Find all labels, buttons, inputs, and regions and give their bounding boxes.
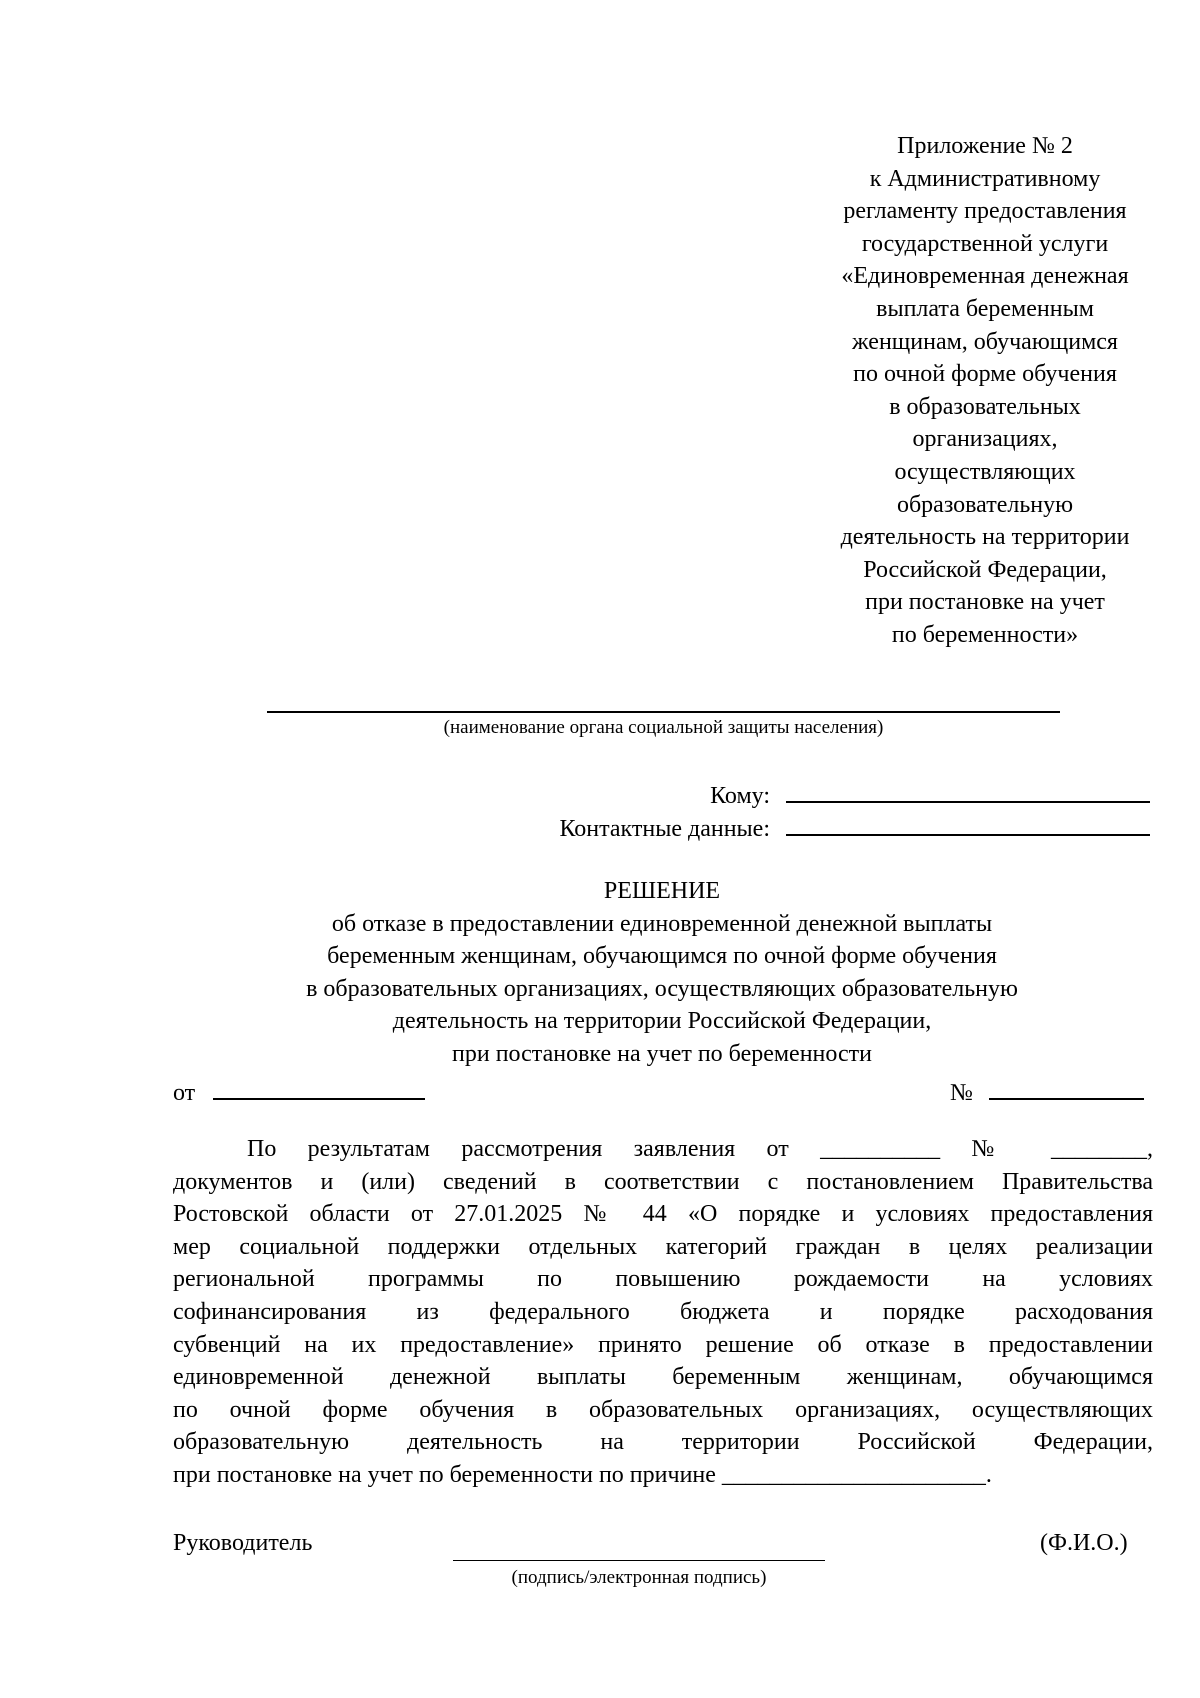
decision-number-label: №: [950, 1080, 973, 1106]
contacts-row: [510, 810, 1150, 844]
body-line: образовательную деятельность на территории Российской Федерации,: [173, 1429, 1153, 1456]
signature-caption: (подпись/электронная подпись): [511, 1567, 767, 1588]
decision-date-row: [173, 1074, 425, 1108]
appendix-line: выплата беременным: [876, 295, 1094, 322]
decision-subtitle-line: беременным женщинам, обучающимся по очной форме обучения: [327, 943, 997, 969]
appendix-line: государственной услуги: [861, 230, 1109, 257]
decision-number-row: [950, 1074, 1144, 1108]
decision-number-field[interactable]: [989, 1074, 1144, 1100]
appendix-line: осуществляющих: [894, 458, 1076, 485]
recipient-to-field[interactable]: [786, 777, 1150, 803]
signature-field-line[interactable]: [453, 1560, 825, 1561]
contacts-field[interactable]: [786, 810, 1150, 836]
body-line: документов и (или) сведений в соответствии с постановлением Правительства: [173, 1168, 1153, 1195]
body-line: Ростовской области от 27.01.2025 № 44 «О порядке и условиях предоставления: [173, 1201, 1153, 1228]
appendix-header: [790, 130, 1180, 652]
decision-subtitle-line: об отказе в предоставлении единовременной денежной выплаты: [331, 910, 993, 937]
recipient-to-row: [560, 777, 1150, 811]
body-line: субвенций на их предоставление» принято решение об отказе в предоставлении: [173, 1331, 1153, 1358]
appendix-line: образовательную: [896, 491, 1074, 518]
appendix-line: «Единовременная денежная: [841, 263, 1129, 290]
body-line: По результатам рассмотрения заявления от __________ № ________,: [247, 1136, 1153, 1162]
body-line: при постановке на учет по беременности по причине ______________________.: [173, 1461, 992, 1488]
appendix-line: женщинам, обучающимся: [852, 328, 1118, 355]
appendix-line: по беременности»: [891, 621, 1079, 648]
decision-date-field[interactable]: [213, 1074, 425, 1100]
contacts-label: Контактные данные:: [559, 816, 770, 842]
appendix-line: регламенту предоставления: [843, 198, 1127, 225]
org-name-field-line[interactable]: [267, 711, 1060, 713]
appendix-line: по очной форме обучения: [853, 361, 1117, 388]
appendix-line: организациях,: [912, 426, 1058, 453]
body-line: софинансирования из федерального бюджета и порядке расходования: [173, 1298, 1153, 1325]
org-name-caption: (наименование органа социальной защиты населения): [443, 717, 884, 738]
decision-title-block: [170, 875, 1154, 1070]
decision-subtitle-line: деятельность на территории Российской Федерации,: [392, 1008, 932, 1034]
body-line: единовременной денежной выплаты беременным женщинам, обучающимся: [173, 1364, 1153, 1391]
decision-title: РЕШЕНИЕ: [603, 878, 721, 904]
signature-role-label: Руководитель: [173, 1530, 313, 1556]
recipient-to-label: Кому:: [710, 783, 770, 809]
decision-date-label: от: [173, 1080, 196, 1106]
appendix-line: при постановке на учет: [865, 589, 1105, 616]
appendix-line: Российской Федерации,: [863, 556, 1107, 583]
decision-body: [173, 1133, 1153, 1492]
decision-subtitle-line: при постановке на учет по беременности: [452, 1040, 872, 1067]
signature-name-placeholder: (Ф.И.О.): [1040, 1530, 1128, 1556]
appendix-line: к Административному: [869, 165, 1101, 192]
appendix-line: деятельность на территории: [840, 524, 1130, 551]
body-line: мер социальной поддержки отдельных категорий граждан в целях реализации: [173, 1233, 1153, 1260]
appendix-line: в образовательных: [889, 393, 1081, 420]
decision-subtitle-line: в образовательных организациях, осуществляющих образовательную: [306, 975, 1018, 1002]
appendix-line: Приложение № 2: [897, 133, 1073, 159]
body-line: по очной форме обучения в образовательных организациях, осуществляющих: [173, 1396, 1153, 1423]
body-line: региональной программы по повышению рождаемости на условиях: [173, 1266, 1153, 1293]
